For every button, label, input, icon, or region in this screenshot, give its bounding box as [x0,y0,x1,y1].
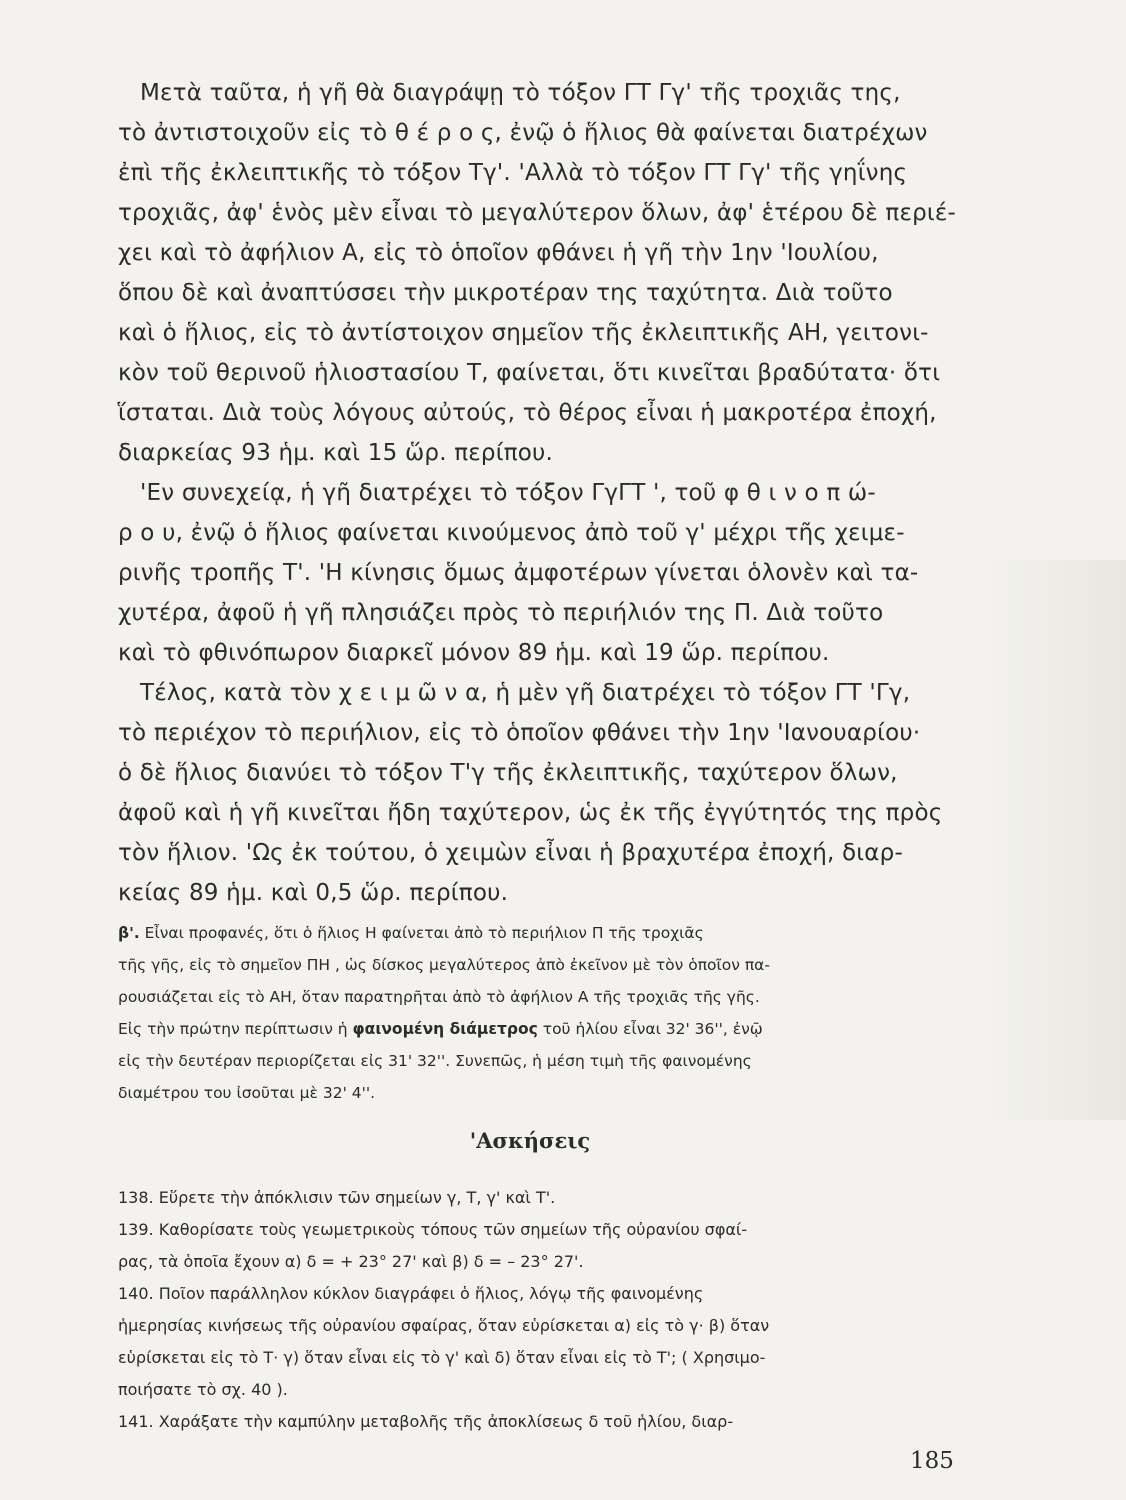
note-line: διαμέτρου του ἰσοῦται μὲ 32' 4''. [118,1084,376,1102]
note-text: Εἰς τὴν πρώτην περίπτωσιν ἡ [118,1020,348,1038]
exercise-line: 141. Χαράξατε τὴν καμπύλην μεταβολῆς τῆς ἀποκλίσεως δ τοῦ ἡλίου, διαρ- [118,1412,734,1431]
note-text: Εἶναι προφανές, ὅτι ὁ ἥλιος Η φαίνεται ἀπὸ τὸ περιήλιον Π τῆς τροχιᾶς [144,924,704,942]
body-line: τὸ περιέχον τὸ περιήλιον, εἰς τὸ ὁποῖον φθάνει τὴν 1ην 'Ιανουαρίου· [118,720,921,746]
note-line [118,1018,763,1040]
body-line: ρινῆς τροπῆς Τ'. 'Η κίνησις ὅμως ἀμφοτέρων γίνεται ὁλονὲν καὶ τα- [118,560,919,586]
note-line [118,922,704,944]
body-line: ὅπου δὲ καὶ ἀναπτύσσει τὴν μικροτέραν της ταχύτητα. Διὰ τοῦτο [118,280,893,306]
exercise-line: ρας, τὰ ὁποῖα ἔχουν α) δ = + 23° 27' καὶ β) δ = – 23° 27'. [118,1252,584,1271]
body-line: χει καὶ τὸ ἀφήλιον Α, εἰς τὸ ὁποῖον φθάνει ἡ γῆ τὴν 1ην 'Ιουλίου, [118,240,879,266]
body-line: καὶ ὁ ἥλιος, εἰς τὸ ἀντίστοιχον σημεῖον τῆς ἐκλειπτικῆς ΑΗ, γειτονι- [118,320,929,346]
exercise-line: εὑρίσκεται εἰς τὸ Τ· γ) ὅταν εἶναι εἰς τὸ γ' καὶ δ) ὅταν εἶναι εἰς τὸ Τ'; ( Χρησιμο- [118,1348,766,1367]
body-line: τὸ ἀντιστοιχοῦν εἰς τὸ θ έ ρ ο ς, ἐνῷ ὁ ἥλιος θὰ φαίνεται διατρέχων [118,120,928,146]
note-line: εἰς τὴν δευτέραν περιορίζεται εἰς 31' 32''. Συνεπῶς, ἡ μέση τιμὴ τῆς φαινομένης [118,1052,752,1070]
exercise-line: 139. Καθορίσατε τοὺς γεωμετρικοὺς τόπους τῶν σημείων τῆς οὐρανίου σφαί- [118,1220,748,1239]
body-line: καὶ τὸ φθινόπωρον διαρκεῖ μόνον 89 ἡμ. καὶ 19 ὥρ. περίπου. [118,640,830,666]
note-bold-term: φαινομένη διάμετρος [352,1020,538,1038]
body-line: 'Εν συνεχείᾳ, ἡ γῆ διατρέχει τὸ τόξον ΓγΓΤ ', τοῦ φ θ ι ν ο π ώ- [140,480,876,506]
exercise-line: 140. Ποῖον παράλληλον κύκλον διαγράφει ὁ ἥλιος, λόγῳ τῆς φαινομένης [118,1284,704,1303]
body-line: Τέλος, κατὰ τὸν χ ε ι μ ῶ ν α, ἡ μὲν γῆ διατρέχει τὸ τόξον ΓΤ 'Γγ, [140,680,911,706]
note-text: τοῦ ἡλίου εἶναι 32' 36'', ἐνῷ [542,1020,763,1038]
exercise-line: 138. Εὕρετε τὴν ἀπόκλισιν τῶν σημείων γ, Τ, γ' καὶ Τ'. [118,1188,556,1207]
body-line: τροχιᾶς, ἀφ' ἑνὸς μὲν εἶναι τὸ μεγαλύτερον ὅλων, ἀφ' ἑτέρου δὲ περιέ- [118,200,957,226]
note-line: τῆς γῆς, εἰς τὸ σημεῖον ΠΗ , ὡς δίσκος μεγαλύτερος ἀπὸ ἐκεῖνον μὲ τὸν ὁποῖον πα- [118,956,770,974]
body-line: ἀφοῦ καὶ ἡ γῆ κινεῖται ἤδη ταχύτερον, ὡς ἐκ τῆς ἐγγύτητός της πρὸς [118,800,943,826]
body-line: ἐπὶ τῆς ἐκλειπτικῆς τὸ τόξον Τγ'. 'Αλλὰ τὸ τόξον ΓΤ Γγ' τῆς γηΐνης [118,160,908,186]
exercise-line: ποιήσατε τὸ σχ. 40 ). [118,1380,288,1399]
body-line: Μετὰ ταῦτα, ἡ γῆ θὰ διαγράψῃ τὸ τόξον ΓΤ Γγ' τῆς τροχιᾶς της, [140,80,901,106]
note-label: β'. [118,924,140,942]
page-number: 185 [910,1448,954,1474]
body-line: τὸν ἥλιον. 'Ως ἐκ τούτου, ὁ χειμὼν εἶναι ἡ βραχυτέρα ἐποχή, διαρ- [118,840,903,866]
bleed-through-shadow [986,560,1126,1120]
body-line: ρ ο υ, ἐνῷ ὁ ἥλιος φαίνεται κινούμενος ἀπὸ τοῦ γ' μέχρι τῆς χειμε- [118,520,905,546]
body-line: ἵσταται. Διὰ τοὺς λόγους αὐτούς, τὸ θέρος εἶναι ἡ μακροτέρα ἐποχή, [118,400,937,426]
section-heading: 'Ασκήσεις [469,1128,591,1153]
exercise-line: ἡμερησίας κινήσεως τῆς οὐρανίου σφαίρας, ὅταν εὑρίσκεται α) εἰς τὸ γ· β) ὅταν [118,1316,770,1335]
body-line: κείας 89 ἡμ. καὶ 0,5 ὥρ. περίπου. [118,880,509,906]
body-line: κὸν τοῦ θερινοῦ ἡλιοστασίου Τ, φαίνεται, ὅτι κινεῖται βραδύτατα· ὅτι [118,360,941,386]
body-line: ὁ δὲ ἥλιος διανύει τὸ τόξον Τ'γ τῆς ἐκλειπτικῆς, ταχύτερον ὅλων, [118,760,898,786]
body-line: χυτέρα, ἀφοῦ ἡ γῆ πλησιάζει πρὸς τὸ περιήλιόν της Π. Διὰ τοῦτο [118,600,884,626]
note-line: ρουσιάζεται εἰς τὸ ΑΗ, ὅταν παρατηρῆται ἀπὸ τὸ ἀφήλιον Α τῆς τροχιᾶς τῆς γῆς. [118,988,760,1006]
body-line: διαρκείας 93 ἡμ. καὶ 15 ὥρ. περίπου. [118,440,554,466]
